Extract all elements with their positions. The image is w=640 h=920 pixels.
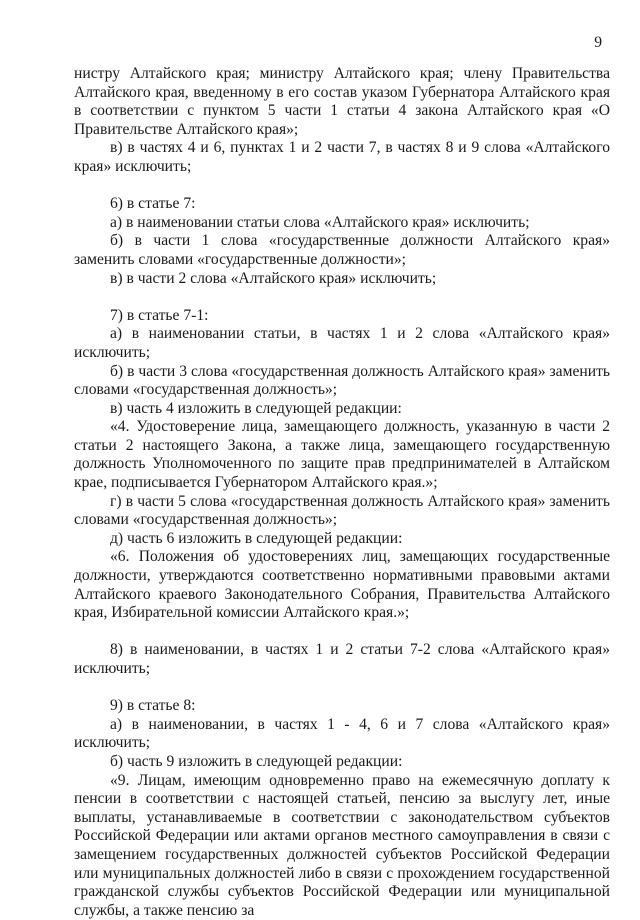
page-number: 9 [594,34,602,51]
paragraph: д) часть 6 изложить в следующей редакции: [110,529,403,547]
paragraph: б) в части 1 слова «государственные должности Алтайского края» заменить словами «государственные должности»; [74,232,610,268]
paragraph: нистру Алтайского края; министру Алтайского края; члену Правительства Алтайского края, введенному в его состав указом Губернатора Алтайского края в соответствии с пунктом 5 части 1 статьи 4 закона Алтайского края «О Правительстве Алтайского края»; [74,65,610,138]
paragraph: г) в части 5 слова «государственная должность Алтайского края» заменить словами «государственная должность»; [74,492,610,529]
paragraph: в) в части 2 слова «Алтайского края» исключить; [110,269,437,287]
paragraph: в) в частях 4 и 6, пунктах 1 и 2 части 7, в частях 8 и 9 слова «Алтайского края» исключить; [74,139,610,175]
paragraph: в) часть 4 изложить в следующей редакции: [110,399,402,417]
paragraph: «9. Лицам, имеющим одновременно право на ежемесячную доплату к пенсии в соответствии с настоящей статьей, пенсию за выслугу лет, иные выплаты, устанавливаемые в соответствии с законодательством субъектов Российской Федерации или актами органов местного самоуправления в связи с замещением государственных должностей субъектов Российской Федерации или муниципальных должностей либо в связи с прохождением государственной гражданской службы субъектов Российской Федерации или муниципальной службы, а также пенсию за [74,771,610,919]
paragraph: 9) в статье 8: [110,697,196,715]
document-body [74,65,610,920]
paragraph: а) в наименовании, в частях 1 - 4, 6 и 7 слова «Алтайского края» исключить; [74,715,610,752]
paragraph: «4. Удостоверение лица, замещающего должность, указанную в части 2 статьи 2 настоящего Закона, а также лица, замещающего государственную должность Уполномоченного по защите прав предпринимателей в Алтайском крае, подписывается Губернатором Алтайского края.»; [74,418,610,492]
paragraph: «6. Положения об удостоверениях лиц, замещающих государственные должности, утверждаются соответственно нормативными правовыми актами Алтайского краевого Законодательного Собрания, Правительства Алтайского края, Избирательной комиссии Алтайского края.»; [74,548,610,622]
paragraph: а) в наименовании статьи, в частях 1 и 2 слова «Алтайского края» исключить; [74,325,610,361]
paragraph: а) в наименовании статьи слова «Алтайского края» исключить; [110,213,530,231]
paragraph: 7) в статье 7-1: [110,306,209,324]
paragraph: б) часть 9 изложить в следующей редакции: [110,752,403,770]
paragraph: 8) в наименовании, в частях 1 и 2 статьи 7-2 слова «Алтайского края» исключить; [74,641,610,677]
paragraph: б) в части 3 слова «государственная должность Алтайского края» заменить словами «государственная должность»; [74,362,610,399]
paragraph: 6) в статье 7: [110,195,196,213]
